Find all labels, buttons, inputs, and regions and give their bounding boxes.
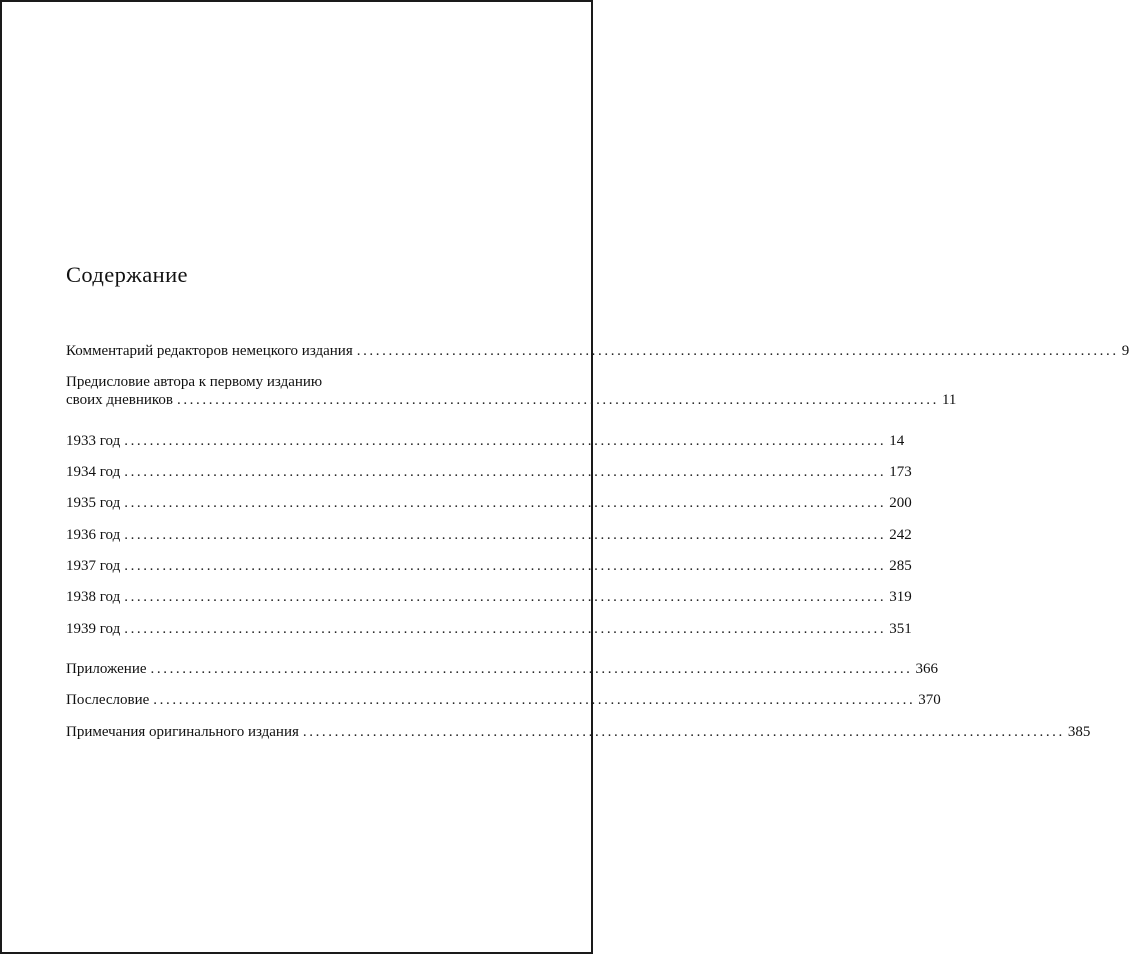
- toc-page-number: 9: [1121, 343, 1129, 359]
- toc-entry-year-1939: [66, 620, 912, 638]
- toc-entry-title: 1936 год: [66, 527, 121, 543]
- toc-entry-editors-commentary: [66, 342, 1129, 360]
- toc-line: [66, 660, 939, 678]
- toc-entry-title: 1938 год: [66, 589, 121, 605]
- toc-entry-title: Приложение: [66, 661, 147, 677]
- toc-entry-title: Примечания оригинального издания: [66, 724, 299, 740]
- toc-entry-title: Комментарий редакторов немецкого издания: [66, 343, 353, 359]
- toc-page-number: 173: [889, 464, 912, 480]
- toc-page-number: 366: [915, 661, 939, 677]
- dot-leader: ........................................................................................................................: [124, 558, 887, 574]
- toc-line: [66, 620, 912, 638]
- toc-page-number: 319: [889, 589, 912, 605]
- toc-page-number: 200: [889, 495, 912, 511]
- toc-entry-title: Предисловие автора к первому изданию: [66, 374, 323, 390]
- toc-page-number: 242: [889, 527, 912, 543]
- dot-leader: ........................................................................................................................: [124, 433, 887, 449]
- dot-leader: ........................................................................................................................: [302, 724, 1065, 740]
- dot-leader: ........................................................................................................................: [176, 392, 939, 408]
- toc-line: [66, 588, 912, 606]
- toc-page-number: 370: [918, 692, 941, 708]
- toc-entry-title: 1939 год: [66, 621, 121, 637]
- toc-line: [66, 432, 905, 450]
- toc-entry-year-1934: [66, 463, 912, 481]
- page-title: Содержание: [66, 262, 188, 287]
- toc-entry-year-1937: [66, 557, 912, 575]
- toc-entry-year-1935: [66, 494, 912, 512]
- toc-line: [66, 723, 1091, 741]
- dot-leader: ........................................................................................................................: [153, 692, 916, 708]
- dot-leader: ........................................................................................................................: [124, 527, 887, 543]
- toc-entry-appendix: [66, 660, 939, 678]
- toc-entry-author-preface: [66, 373, 957, 409]
- toc-entry-title: Послесловие: [66, 692, 150, 708]
- toc-line: [66, 526, 912, 544]
- dot-leader: ........................................................................................................................: [356, 343, 1119, 359]
- toc-entry-year-1933: [66, 432, 905, 450]
- toc-entry-year-1938: [66, 588, 912, 606]
- dot-leader: ........................................................................................................................: [124, 464, 887, 480]
- toc-entry-year-1936: [66, 526, 912, 544]
- dot-leader: ........................................................................................................................: [124, 495, 887, 511]
- toc-line: [66, 557, 912, 575]
- toc-line: [66, 691, 941, 709]
- toc-line: [66, 373, 494, 391]
- toc-page-number: 385: [1067, 724, 1091, 740]
- toc-entry-original-notes: [66, 723, 1091, 741]
- dot-leader: ........................................................................................................................: [124, 621, 887, 637]
- toc-line: [66, 494, 912, 512]
- toc-entry-title: 1933 год: [66, 433, 121, 449]
- toc-line: [66, 391, 957, 409]
- toc-page-number: 285: [889, 558, 912, 574]
- dot-leader: ........................................................................................................................: [124, 589, 887, 605]
- toc-entry-title: 1937 год: [66, 558, 121, 574]
- toc-entry-afterword: [66, 691, 941, 709]
- toc-page-number: 11: [941, 392, 957, 408]
- toc-line: [66, 463, 912, 481]
- toc-entry-title: 1934 год: [66, 464, 121, 480]
- dot-leader: ........................................................................................................................: [150, 661, 913, 677]
- toc-entry-title: 1935 год: [66, 495, 121, 511]
- toc-entry-title-continued: своих дневников: [66, 392, 173, 408]
- toc-page-number: 351: [889, 621, 912, 637]
- toc-line: [66, 342, 1129, 360]
- toc-page-number: 14: [889, 433, 905, 449]
